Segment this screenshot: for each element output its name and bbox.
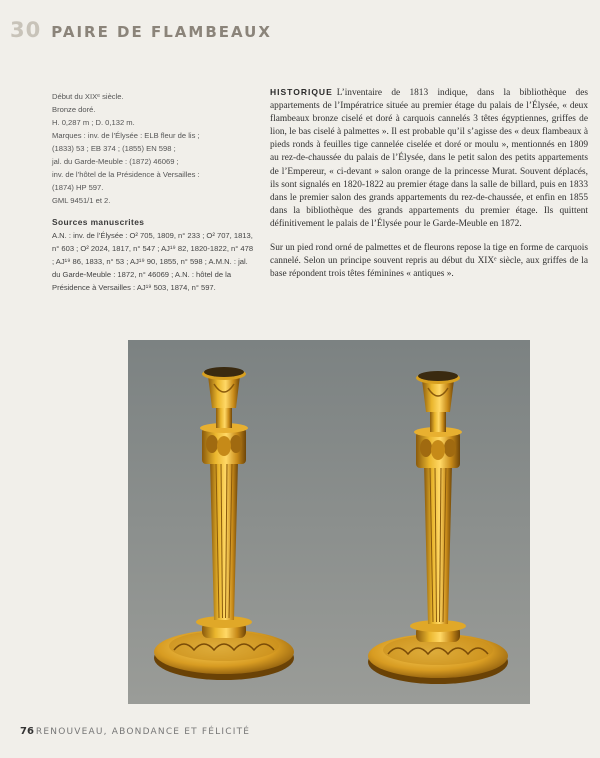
candlesticks-photo: [128, 340, 530, 704]
historique-lead: HISTORIQUE: [270, 87, 333, 97]
meta-line: GML 9451/1 et 2.: [52, 196, 111, 205]
object-metadata: [52, 90, 257, 207]
sources-text: A.N. : inv. de l’Élysée : O² 705, 1809, n° 233 ; O² 707, 1813, n° 603 ; O² 2024, 1817, n° 547 ; AJ¹⁹ 82, 1820-1822, n° 478 ; AJ¹⁹ 86, 1833, n° 53 ; AJ¹⁹ 90, 1855, n° 598 ; A.M.N. : jal. du Garde-Meuble : 1872, n° 46069 ; A.N. : hôtel de la Présidence à Versailles : AJ¹⁹ 503, 1874, n° 597.: [52, 231, 254, 292]
meta-line: inv. de l’hôtel de la Présidence à Versailles :: [52, 170, 200, 179]
historical-text: [270, 86, 588, 292]
page-title: PAIRE DE FLAMBEAUX: [51, 23, 272, 41]
sources-heading: Sources manuscrites: [52, 217, 145, 227]
candlesticks-illustration: [128, 340, 530, 704]
catalogue-details: [52, 90, 257, 294]
meta-line: (1874) HP 597.: [52, 183, 104, 192]
meta-line: Marques : inv. de l’Élysée : ELB fleur de lis ;: [52, 131, 200, 140]
page-footer: [20, 726, 580, 737]
meta-line: Bronze doré.: [52, 105, 96, 114]
page-header: [10, 18, 590, 48]
paragraph-historique: [270, 86, 588, 231]
meta-line: jal. du Garde-Meuble : (1872) 46069 ;: [52, 157, 179, 166]
section-number: 30: [10, 18, 42, 42]
meta-line: Début du XIXᵉ siècle.: [52, 92, 124, 101]
paragraph-2: Sur un pied rond orné de palmettes et de fleurons repose la tige en forme de carquois cannelé. Selon un principe souvent repris au début du XIXᵉ siècle, aux griffes de la base répondent trois têtes féminines « antiques ».: [270, 243, 588, 280]
folio-number: 76: [20, 726, 34, 737]
meta-line: (1833) 53 ; EB 374 ; (1855) EN 598 ;: [52, 144, 176, 153]
running-title: RENOUVEAU, ABONDANCE ET FÉLICITÉ: [35, 727, 251, 737]
meta-line: H. 0,287 m ; D. 0,132 m.: [52, 118, 135, 127]
paragraph-1-text: L’inventaire de 1813 indique, dans la bibliothèque des appartements de l’Impératrice située au premier étage du palais de l’Élysée, « deux flambeaux bronze ciselé et doré à carquois cannelés 3 têtes égyptiennes, griffes de lion, le bas ciselé à palmettes ». Il est probable qu’il s’agisse des « deux flambeaux à pieds ronds à feuilles tige cannelée ciselée et doré or moulu », mentionnés en 1809 au rez-de-chaussée du palais de l’Élysée, dans le petit salon des petits appartements de l’Empereur, « ci-devant » salon orange de la princesse Murat. Souvent déplacés, ils sont signalés en 1820-1822 au premier étage dans la salle de billard, puis en 1833 dans le premier salon des grands appartements du rez-de-chaussée, et enfin en 1855 dans la bibliothèque des grands appartements du premier étage. Ils quittent définitivement le palais de l’Élysée pour le Garde-Meuble en 1872.: [270, 88, 588, 229]
